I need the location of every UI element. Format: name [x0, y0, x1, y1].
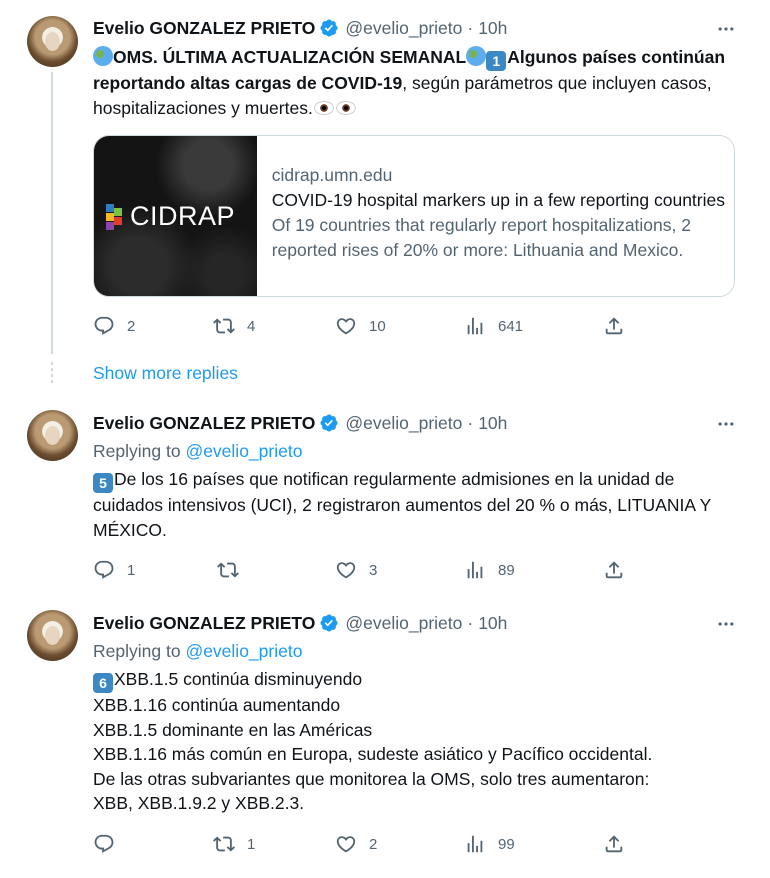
reply-count: 1 [127, 561, 136, 579]
more-icon[interactable] [715, 413, 737, 435]
author-handle[interactable]: @evelio_prieto [345, 412, 463, 433]
author-handle[interactable]: @evelio_prieto [345, 612, 463, 633]
eye-emoji-icon [336, 101, 356, 115]
keycap-emoji-icon: 5 [93, 473, 113, 493]
globe-emoji-icon [466, 46, 486, 66]
body-line: XBB.1.16 continúa aumentando [93, 695, 341, 715]
headline-text: OMS. ÚLTIMA ACTUALIZACIÓN SEMANAL [113, 47, 467, 67]
tweet-3[interactable] [0, 598, 770, 878]
retweet-button[interactable] [213, 314, 255, 338]
views-icon [464, 315, 486, 337]
card-title: COVID-19 hospital markers up in a few reporting countries [271, 190, 725, 210]
views-count: 89 [498, 561, 515, 579]
share-button[interactable] [603, 314, 625, 338]
card-description: Of 19 countries that regularly report hospitalizations, 2 reported rises of 20% or more: Lithuania and Mexico. [271, 215, 691, 260]
verified-badge-icon[interactable] [319, 18, 339, 38]
body-text: , según parámetros que incluyen casos, hospitalizaciones y muertes. [93, 73, 712, 118]
body-line [93, 667, 743, 693]
card-text [257, 136, 734, 296]
like-icon [335, 833, 357, 855]
share-icon [603, 833, 625, 855]
body-line-text: XBB.1.5 continúa disminuyendo [114, 669, 363, 689]
body-line: XBB.1.16 más común en Europa, sudeste asiático y Pacífico occidental. [93, 744, 653, 764]
replying-label: Replying to [93, 641, 181, 661]
retweet-button[interactable] [213, 832, 255, 856]
tweet-text [93, 467, 743, 542]
cidrap-brand-text: CIDRAP [130, 201, 236, 231]
reply-icon [93, 315, 115, 337]
reply-button[interactable] [93, 558, 135, 582]
replying-label: Replying to [93, 441, 181, 461]
like-count: 3 [369, 561, 378, 579]
retweet-count: 1 [247, 835, 256, 853]
thread-dots [51, 362, 53, 386]
views-count: 641 [498, 317, 524, 335]
verified-badge-icon[interactable] [319, 413, 339, 433]
globe-emoji-icon [93, 46, 113, 66]
body-line: De las otras subvariantes que monitorea la OMS, solo tres aumentaron: [93, 768, 650, 789]
separator-dot: · [467, 412, 474, 433]
share-icon [603, 315, 625, 337]
retweet-icon [217, 559, 239, 581]
separator-dot: · [467, 612, 474, 633]
retweet-button[interactable] [217, 558, 251, 582]
tweet-header [93, 17, 507, 39]
replying-to [93, 441, 302, 462]
views-button[interactable] [464, 832, 515, 856]
avatar[interactable] [27, 410, 78, 461]
card-thumbnail [94, 136, 257, 297]
tweet-header [93, 612, 507, 634]
like-count: 2 [369, 835, 378, 853]
card-domain: cidrap.umn.edu [271, 165, 393, 185]
reply-count: 2 [127, 317, 136, 335]
retweet-count: 4 [247, 317, 256, 335]
like-button[interactable] [335, 832, 377, 856]
author-name[interactable]: Evelio GONZALEZ PRIETO [93, 412, 316, 433]
avatar[interactable] [27, 16, 78, 67]
keycap-emoji-icon: 6 [93, 673, 113, 693]
tweet-text [93, 667, 743, 816]
more-icon[interactable] [715, 613, 737, 635]
retweet-icon [213, 315, 235, 337]
timestamp[interactable]: 10h [478, 612, 508, 633]
tweet-header [93, 412, 507, 434]
author-name[interactable]: Evelio GONZALEZ PRIETO [93, 612, 316, 633]
separator-dot: · [467, 17, 474, 38]
views-button[interactable] [464, 558, 515, 582]
body-text: De los 16 países que notifican regularmente admisiones en la unidad de cuidados intensivos (UCI), 2 registraron aumentos del 20 % o más, LITUANIA Y MÉXICO. [93, 469, 711, 540]
replying-to-handle-link[interactable]: @evelio_prieto [185, 641, 303, 661]
tweet-actions [93, 832, 633, 856]
reply-icon [93, 559, 115, 581]
share-icon [603, 559, 625, 581]
share-button[interactable] [603, 558, 625, 582]
thread-line [51, 72, 53, 354]
replying-to-handle-link[interactable]: @evelio_prieto [185, 441, 303, 461]
retweet-icon [213, 833, 235, 855]
like-button[interactable] [335, 558, 377, 582]
author-handle[interactable]: @evelio_prieto [345, 17, 463, 38]
tweet-actions [93, 558, 633, 582]
body-line: XBB, XBB.1.9.2 y XBB.2.3. [93, 793, 305, 813]
verified-badge-icon[interactable] [319, 613, 339, 633]
reply-icon [93, 833, 115, 855]
eye-emoji-icon [314, 101, 334, 115]
share-button[interactable] [603, 832, 625, 856]
show-more-replies-link[interactable]: Show more replies [93, 363, 238, 383]
views-icon [464, 833, 486, 855]
like-icon [335, 559, 357, 581]
views-icon [464, 559, 486, 581]
keycap-emoji-icon: 1 [486, 51, 506, 71]
headline-text-2: Algunos países continúan reportando altas cargas de COVID-19 [93, 47, 726, 93]
tweet-2[interactable] [0, 398, 770, 598]
author-name[interactable]: Evelio GONZALEZ PRIETO [93, 17, 316, 38]
tweet-actions [93, 314, 633, 338]
like-icon [335, 315, 357, 337]
timestamp[interactable]: 10h [478, 412, 508, 433]
body-line: XBB.1.5 dominante en las Américas [93, 719, 373, 740]
reply-button[interactable] [93, 314, 135, 338]
like-count: 10 [369, 317, 386, 335]
cidrap-logo [106, 201, 235, 232]
tweet-1[interactable] [0, 0, 770, 345]
link-preview-card[interactable] [93, 135, 735, 297]
timestamp[interactable]: 10h [478, 17, 508, 38]
like-button[interactable] [335, 314, 386, 338]
avatar[interactable] [27, 610, 78, 661]
views-count: 99 [498, 835, 515, 853]
reply-button[interactable] [93, 832, 127, 856]
views-button[interactable] [464, 314, 523, 338]
replying-to [93, 641, 302, 662]
tweet-text [93, 45, 743, 120]
more-icon[interactable] [715, 18, 737, 40]
cidrap-logo-mark-icon [106, 204, 126, 230]
